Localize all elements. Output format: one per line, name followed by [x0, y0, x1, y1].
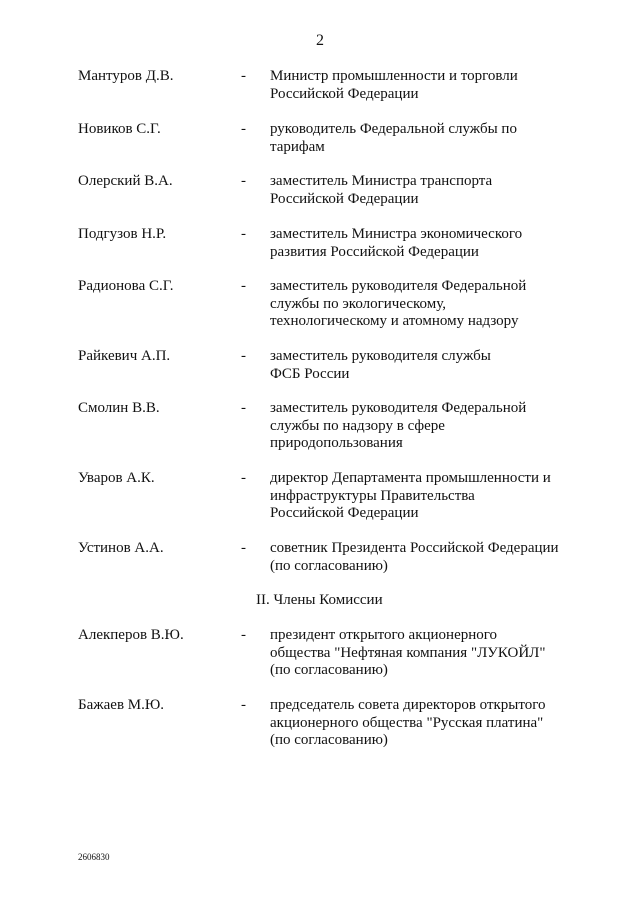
- separator-dash: -: [241, 697, 246, 713]
- position-line: (по согласованию): [270, 662, 388, 678]
- position-line: заместитель Министра транспорта: [270, 173, 493, 189]
- document-code: 2606830: [78, 852, 110, 862]
- member-name: Радионова С.Г.: [78, 278, 174, 294]
- position-line: заместитель Министра экономического: [270, 226, 523, 242]
- member-name: Райкевич А.П.: [78, 348, 171, 364]
- member-position: [270, 400, 600, 453]
- member-name: Олерский В.А.: [78, 173, 173, 189]
- separator-dash: -: [241, 540, 246, 556]
- position-line: руководитель Федеральной службы по: [270, 121, 517, 137]
- member-name: Новиков С.Г.: [78, 121, 161, 137]
- member-position: [270, 627, 600, 680]
- position-line: Министр промышленности и торговли: [270, 68, 518, 84]
- position-line: (по согласованию): [270, 732, 388, 748]
- member-name: Подгузов Н.Р.: [78, 226, 167, 242]
- position-line: заместитель руководителя Федеральной: [270, 278, 527, 294]
- member-name: Алекперов В.Ю.: [78, 627, 184, 643]
- position-line: службы по экологическому,: [270, 295, 446, 312]
- member-position: [270, 470, 600, 523]
- member-name: Устинов А.А.: [78, 540, 164, 556]
- position-line: акционерного общества "Русская платина": [270, 714, 544, 731]
- position-line: службы по надзору в сфере: [270, 417, 445, 434]
- member-position: [270, 697, 600, 750]
- position-line: развития Российской Федерации: [270, 243, 479, 260]
- separator-dash: -: [241, 400, 246, 416]
- separator-dash: -: [241, 121, 246, 137]
- position-line: тарифам: [270, 138, 325, 155]
- separator-dash: -: [241, 348, 246, 364]
- separator-dash: -: [241, 226, 246, 242]
- position-line: инфраструктуры Правительства: [270, 487, 475, 504]
- member-position: [270, 121, 600, 156]
- position-line: Российской Федерации: [270, 190, 419, 207]
- position-line: общества "Нефтяная компания "ЛУКОЙЛ": [270, 644, 546, 661]
- member-position: [270, 348, 600, 383]
- position-line: (по согласованию): [270, 557, 388, 574]
- position-line: директор Департамента промышленности и: [270, 470, 551, 486]
- position-line: ФСБ России: [270, 365, 350, 382]
- separator-dash: -: [241, 627, 246, 643]
- position-line: заместитель руководителя службы: [270, 348, 491, 364]
- position-line: заместитель руководителя Федеральной: [270, 400, 527, 416]
- separator-dash: -: [241, 68, 246, 84]
- separator-dash: -: [241, 470, 246, 486]
- member-name: Смолин В.В.: [78, 400, 160, 416]
- member-position: [270, 173, 600, 208]
- position-line: председатель совета директоров открытого: [270, 697, 546, 713]
- member-name: Мантуров Д.В.: [78, 68, 174, 84]
- separator-dash: -: [241, 173, 246, 189]
- separator-dash: -: [241, 278, 246, 294]
- member-position: [270, 278, 600, 331]
- page-number: 2: [316, 32, 324, 49]
- section-heading: II. Члены Комиссии: [256, 592, 383, 608]
- position-line: советник Президента Российской Федерации: [270, 540, 559, 556]
- member-name: Бажаев М.Ю.: [78, 697, 165, 713]
- position-line: Российской Федерации: [270, 85, 419, 102]
- member-name: Уваров А.К.: [78, 470, 155, 486]
- member-position: [270, 226, 600, 261]
- position-line: президент открытого акционерного: [270, 627, 498, 643]
- position-line: технологическому и атомному надзору: [270, 313, 519, 329]
- member-position: [270, 540, 600, 575]
- position-line: природопользования: [270, 435, 403, 451]
- member-position: [270, 68, 600, 103]
- position-line: Российской Федерации: [270, 505, 419, 521]
